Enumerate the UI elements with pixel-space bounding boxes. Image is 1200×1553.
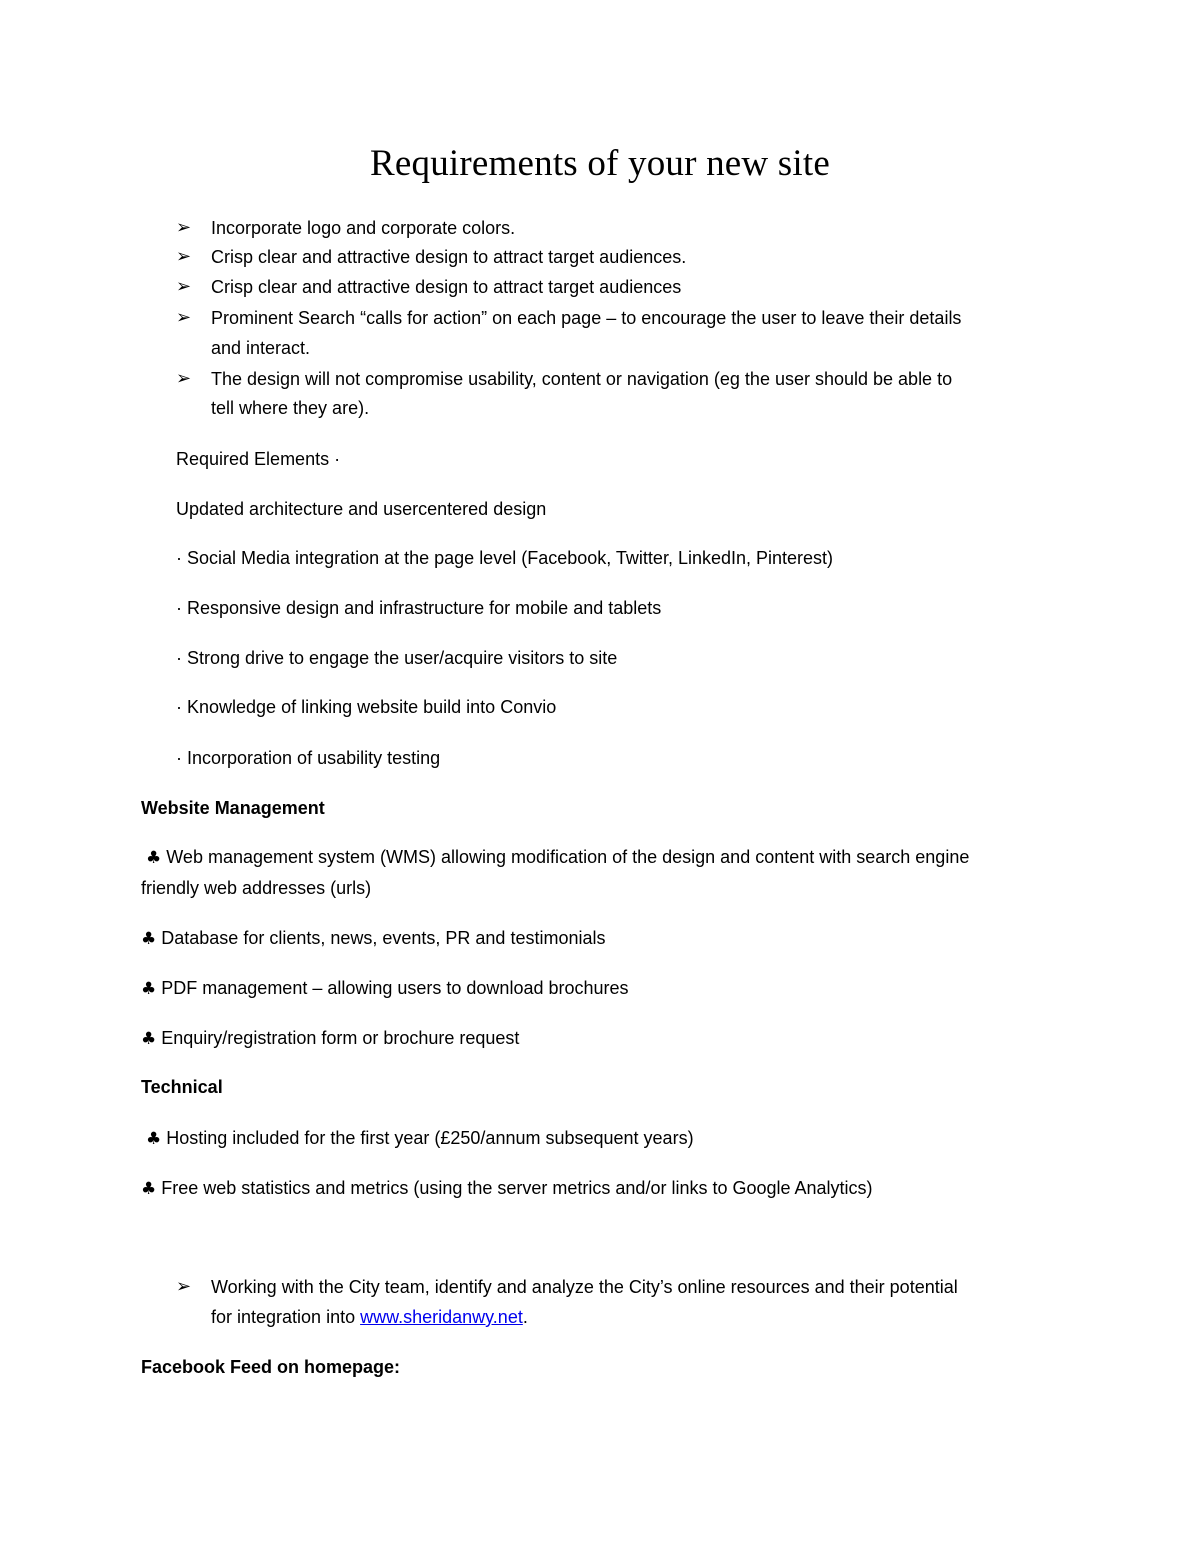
city-bullet-suffix: . xyxy=(522,1307,528,1327)
required-item: Updated architecture and usercentered design xyxy=(176,499,547,519)
technical-item-text: Hosting included for the first year (£250/annum subsequent years) xyxy=(166,1128,694,1148)
intro-bullet: Prominent Search “calls for action” on each page – to encourage the user to leave their details xyxy=(211,308,962,328)
required-item: · Social Media integration at the page level (Facebook, Twitter, LinkedIn, Pinterest) xyxy=(176,548,834,568)
required-elements-heading: Required Elements · xyxy=(176,449,341,469)
arrow-bullet-icon: ➢ xyxy=(176,217,192,238)
wm-item xyxy=(141,923,605,954)
arrow-bullet-icon: ➢ xyxy=(176,368,192,389)
required-item: · Responsive design and infrastructure for mobile and tablets xyxy=(176,598,662,618)
intro-bullet: Incorporate logo and corporate colors. xyxy=(211,218,516,238)
technical-heading: Technical xyxy=(141,1077,223,1097)
technical-item-text: Free web statistics and metrics (using the server metrics and/or links to Google Analytics) xyxy=(161,1178,873,1198)
intro-bullet-continuation: tell where they are). xyxy=(211,398,370,418)
required-item: · Incorporation of usability testing xyxy=(176,748,441,768)
city-bullet-line1: Working with the City team, identify and analyze the City’s online resources and their potential xyxy=(211,1277,958,1297)
arrow-bullet-icon: ➢ xyxy=(176,246,192,267)
required-item: · Strong drive to engage the user/acquire visitors to site xyxy=(176,648,618,668)
intro-bullet: The design will not compromise usability, content or navigation (eg the user should be able to xyxy=(211,369,953,389)
facebook-feed-heading: Facebook Feed on homepage: xyxy=(141,1357,401,1377)
club-bullet-icon: ♣ xyxy=(146,848,162,868)
wm-item-text: Web management system (WMS) allowing modification of the design and content with search engine xyxy=(166,847,970,867)
wm-item-text: Enquiry/registration form or brochure request xyxy=(161,1028,520,1048)
sheridanwy-link[interactable]: www.sheridanwy.net xyxy=(360,1307,523,1327)
club-bullet-icon: ♣ xyxy=(141,1179,157,1199)
wm-item xyxy=(141,973,629,1004)
wm-item-continuation: friendly web addresses (urls) xyxy=(141,878,372,898)
club-bullet-icon: ♣ xyxy=(141,1029,157,1049)
required-item: · Knowledge of linking website build into Convio xyxy=(176,697,557,717)
arrow-bullet-icon: ➢ xyxy=(176,307,192,328)
arrow-bullet-icon: ➢ xyxy=(176,1276,192,1297)
wm-item xyxy=(146,842,969,873)
club-bullet-icon: ♣ xyxy=(146,1129,162,1149)
city-bullet-prefix: for integration into xyxy=(211,1307,361,1327)
city-bullet-line2 xyxy=(211,1302,528,1332)
club-bullet-icon: ♣ xyxy=(141,929,157,949)
arrow-bullet-icon: ➢ xyxy=(176,276,192,297)
intro-bullet: Crisp clear and attractive design to attract target audiences xyxy=(211,277,682,297)
club-bullet-icon: ♣ xyxy=(141,979,157,999)
intro-bullet: Crisp clear and attractive design to attract target audiences. xyxy=(211,247,687,267)
technical-item xyxy=(141,1173,873,1204)
intro-bullet-continuation: and interact. xyxy=(211,338,311,358)
website-management-heading: Website Management xyxy=(141,798,325,818)
wm-item-text: PDF management – allowing users to download brochures xyxy=(161,978,629,998)
technical-item xyxy=(146,1123,694,1154)
page-title: Requirements of your new site xyxy=(370,143,830,184)
wm-item-text: Database for clients, news, events, PR and testimonials xyxy=(161,928,606,948)
wm-item xyxy=(141,1023,519,1054)
